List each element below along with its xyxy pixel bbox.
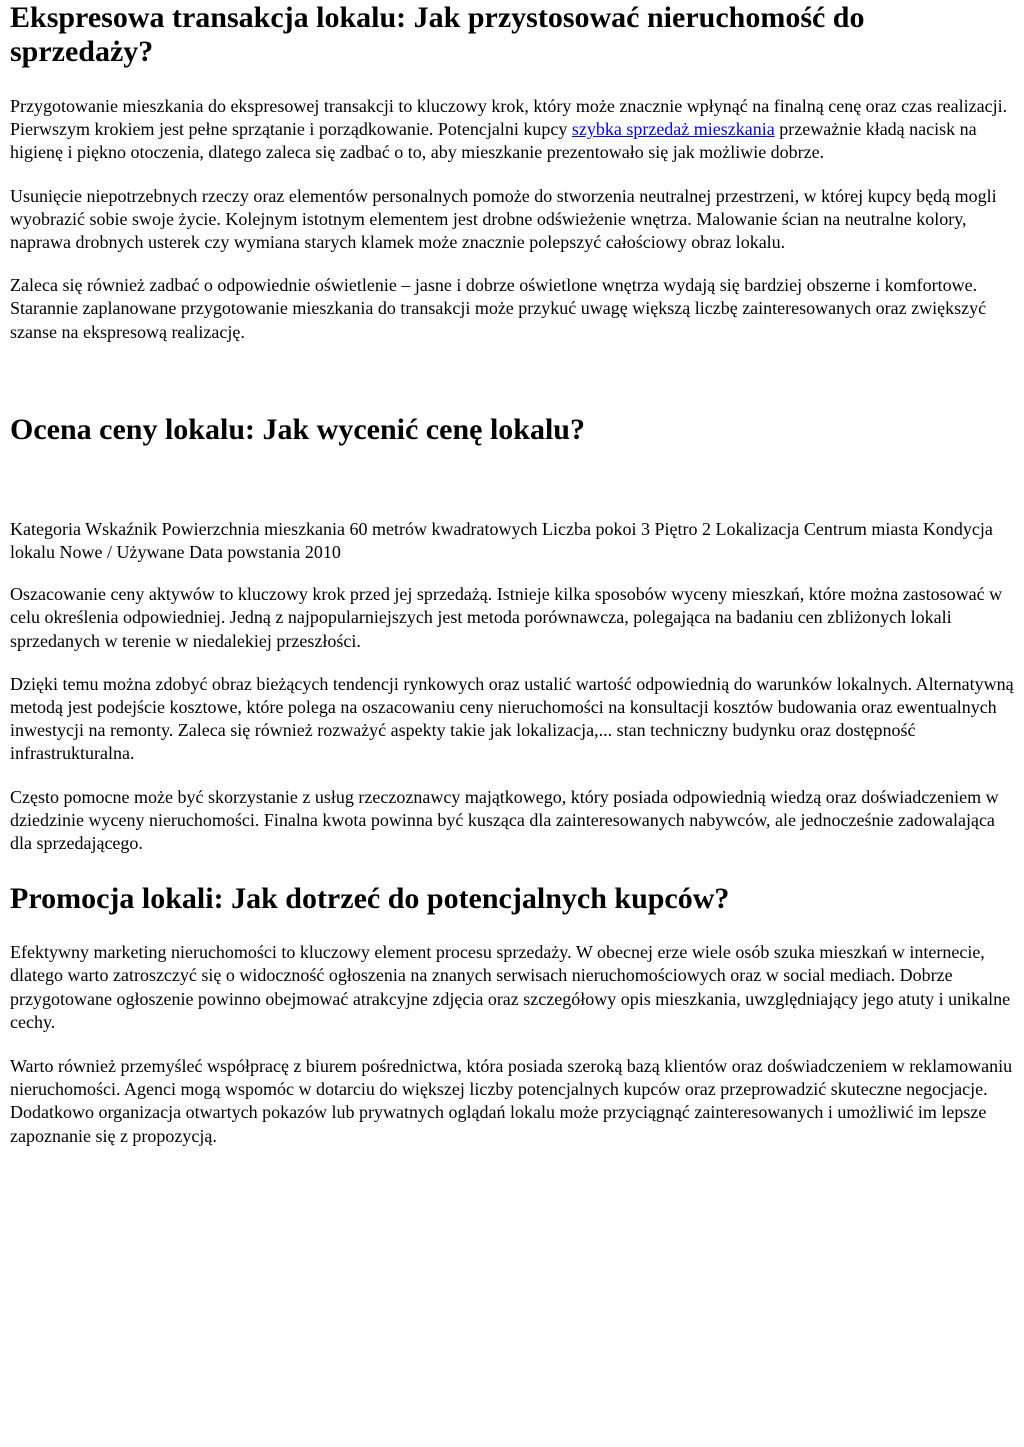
paragraph-intro <box>10 95 1014 165</box>
paragraph: Oszacowanie ceny aktywów to kluczowy krok przed jej sprzedażą. Istnieje kilka sposobów wyceny mieszkań, które można zastosować w celu określenia odpowiedniej. Jedną z najpopularniejszych jest metoda porównawcza, polegająca na badaniu cen zbliżonych lokali sprzedanych w terenie w niedalekiej przeszłości. <box>10 584 1003 651</box>
section-heading-promocja: Promocja lokali: Jak dotrzeć do potencjalnych kupców? <box>10 882 730 916</box>
paragraph-text: Przygotowanie mieszkania do ekspresowej transakcji to kluczowy krok, który może znacznie wpłynąć na finalną cenę oraz czas realizacji. Pierwszym krokiem jest pełne sprzątanie i porządkowanie. Potencjalni kupcy <box>10 96 1008 140</box>
article <box>0 1 1024 1148</box>
paragraph: Dzięki temu można zdobyć obraz bieżących tendencji rynkowych oraz ustalić wartość odpowiednią do warunków lokalnych. Alternatywną metodą jest podejście kosztowe, które polega na oszacowaniu ceny nieruchomości na konsultacji kosztów budowania oraz ewentualnych inwestycji na remonty. Zaleca się również rozważyć aspekty takie jak lokalizacja,... stan techniczny budynku oraz dostępność infrastrukturalna. <box>10 673 1014 764</box>
paragraph: Usunięcie niepotrzebnych rzeczy oraz elementów personalnych pomoże do stworzenia neutralnej przestrzeni, w której kupcy będą mogli wyobrazić sobie swoje życie. Kolejnym istotnym elementem jest drobne odświeżenie wnętrza. Malowanie ścian na neutralne kolory, naprawa drobnych usterek czy wymiana starych klamek może znacznie polepszyć całościowy obraz lokalu. <box>10 185 997 253</box>
section-heading-cena: Ocena ceny lokalu: Jak wycenić cenę lokalu? <box>10 412 585 446</box>
paragraph-text: przeważnie kładą nacisk na higienę i piękno otoczenia, dlatego zaleca się zadbać o to, aby mieszkanie prezentowało się jak możliwie dobrze. <box>10 119 977 163</box>
property-table-text: Kategoria Wskaźnik Powierzchnia mieszkania 60 metrów kwadratowych Liczba pokoi 3 Piętro 2 Lokalizacja Centrum miasta Kondycja lokalu Nowe / Używane Data powstania 2010 <box>10 518 993 563</box>
paragraph: Efektywny marketing nieruchomości to kluczowy element procesu sprzedaży. W obecnej erze wiele osób szuka mieszkań w internecie, dlatego warto zatroszczyć się o widoczność ogłoszenia na znanych serwisach nieruchomościowych oraz w social mediach. Dobrze przygotowane ogłoszenie powinno obejmować atrakcyjne zdjęcia oraz szczegółowy opis mieszkania, uwzględniający jego atuty i unikalne cechy. <box>10 942 1011 1032</box>
paragraph: Często pomocne może być skorzystanie z usług rzeczoznawcy majątkowego, który posiada odpowiednią wiedzą oraz doświadczeniem w dziedzinie wyceny nieruchomości. Finalna kwota powinna być kusząca dla zainteresowanych nabywców, ale jednocześnie zadowalająca dla sprzedającego. <box>10 786 999 854</box>
paragraph: Zaleca się również zadbać o odpowiednie oświetlenie – jasne i dobrze oświetlone wnętrza wydają się bardziej obszerne i komfortowe. Starannie zaplanowane przygotowanie mieszkania do transakcji może przykuć uwagę większą liczbę zainteresowanych oraz zwiększyć szanse na ekspresową realizację. <box>10 275 987 342</box>
link-szybka-sprzedaz[interactable]: szybka sprzedaż mieszkania <box>571 119 775 140</box>
page-title: Ekspresowa transakcja lokalu: Jak przystosować nieruchomość do sprzedaży? <box>10 1 865 68</box>
paragraph: Warto również przemyśleć współpracę z biurem pośrednictwa, która posiada szeroką bazą klientów oraz doświadczeniem w reklamowaniu nieruchomości. Agenci mogą wspomóc w dotarciu do większej liczby potencjalnych kupców oraz przeprowadzić skuteczne negocjacje. Dodatkowo organizacja otwartych pokazów lub prywatnych oglądań lokalu może przyciągnąć zainteresowanych i umożliwić im lepsze zapoznanie się z propozycją. <box>10 1056 1013 1146</box>
